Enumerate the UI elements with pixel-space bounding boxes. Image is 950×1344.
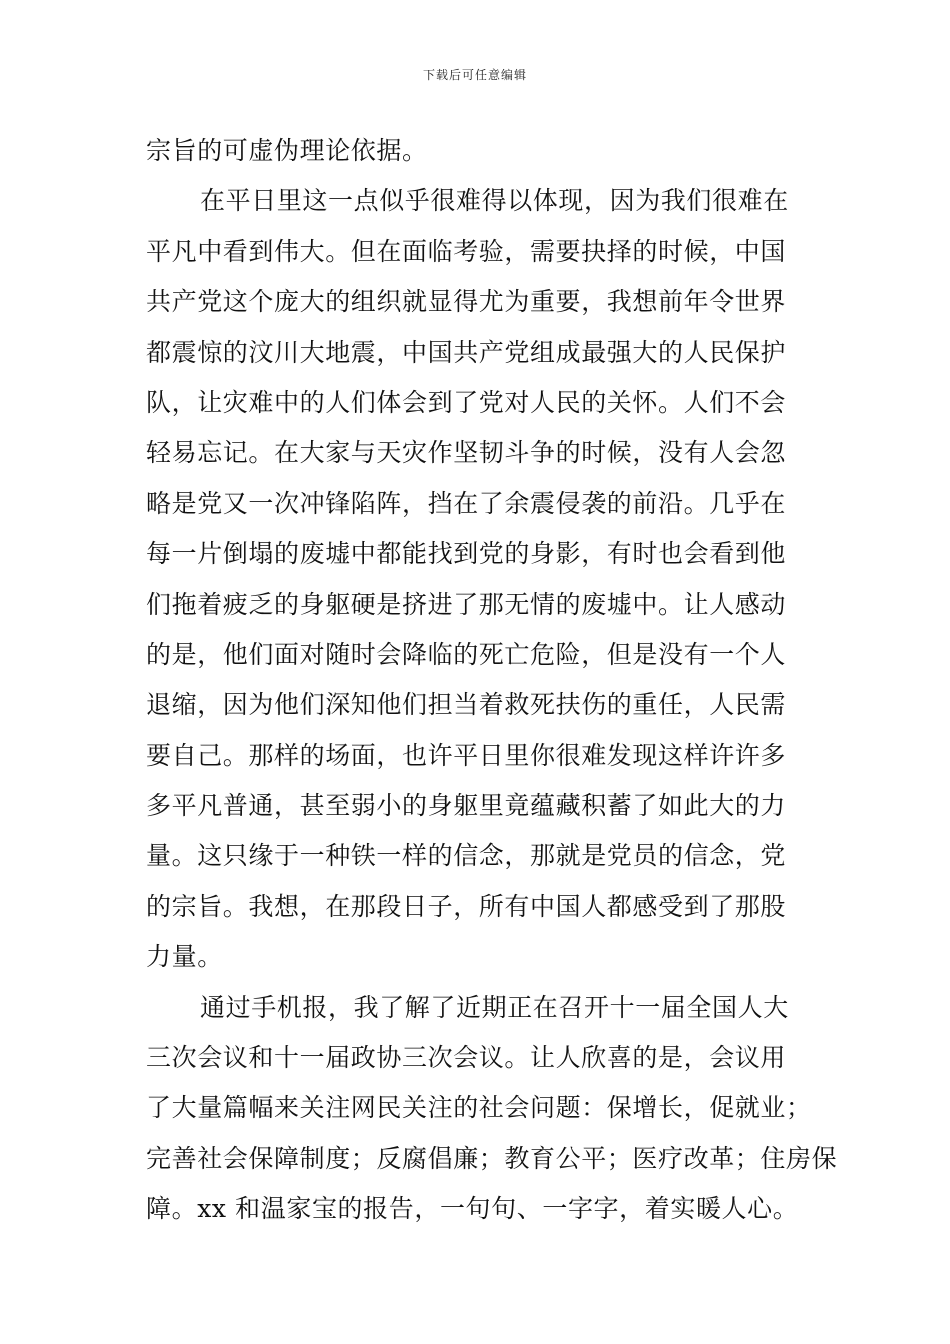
text-line: 完善社会保障制度；反腐倡廉；教育公平；医疗改革；住房保 [146,1143,838,1173]
text-line: 宗旨的可虚伪理论依据。 [146,136,428,165]
text-line: 障。xx 和温家宝的报告，一句句、一字字，着实暖人心。 [146,1194,799,1224]
paragraph-first-line: 通过手机报，我了解了近期正在召开十一届全国人大 [200,992,789,1022]
text-line: 量。这只缘于一种铁一样的信念，那就是党员的信念，党 [146,841,787,871]
text-line: 了大量篇幅来关注网民关注的社会问题：保增长，促就业； [146,1093,812,1123]
paragraph-first-line: 在平日里这一点似乎很难得以体现，因为我们很难在 [200,186,789,216]
text-line: 略是党又一次冲锋陷阵，挡在了余震侵袭的前沿。几乎在 [146,488,787,518]
document-body [146,126,838,1235]
text-line: 退缩，因为他们深知他们担当着救死扶伤的重任，人民需 [146,690,787,720]
text-line: 力量。 [146,942,223,972]
text-line: 的宗旨。我想，在那段日子，所有中国人都感受到了那股 [146,891,787,921]
text-line: 共产党这个庞大的组织就显得尤为重要，我想前年令世界 [146,287,787,317]
text-line: 轻易忘记。在大家与天灾作坚韧斗争的时候，没有人会忽 [146,438,787,468]
text-line: 三次会议和十一届政协三次会议。让人欣喜的是，会议用 [146,1043,787,1073]
text-line: 每一片倒塌的废墟中都能找到党的身影，有时也会看到他 [146,539,787,569]
text-line: 都震惊的汶川大地震，中国共产党组成最强大的人民保护 [146,337,787,367]
text-line: 们拖着疲乏的身躯硬是挤进了那无情的废墟中。让人感动 [146,589,787,619]
text-line: 要自己。那样的场面，也许平日里你很难发现这样许许多 [146,740,787,770]
text-line: 平凡中看到伟大。但在面临考验，需要抉择的时候，中国 [146,236,787,266]
text-line: 多平凡普通，甚至弱小的身躯里竟蕴藏积蓄了如此大的力 [146,791,787,821]
text-line: 队，让灾难中的人们体会到了党对人民的关怀。人们不会 [146,387,787,417]
text-line: 的是，他们面对随时会降临的死亡危险，但是没有一个人 [146,639,787,669]
page-header: 下载后可任意编辑 [422,68,527,82]
